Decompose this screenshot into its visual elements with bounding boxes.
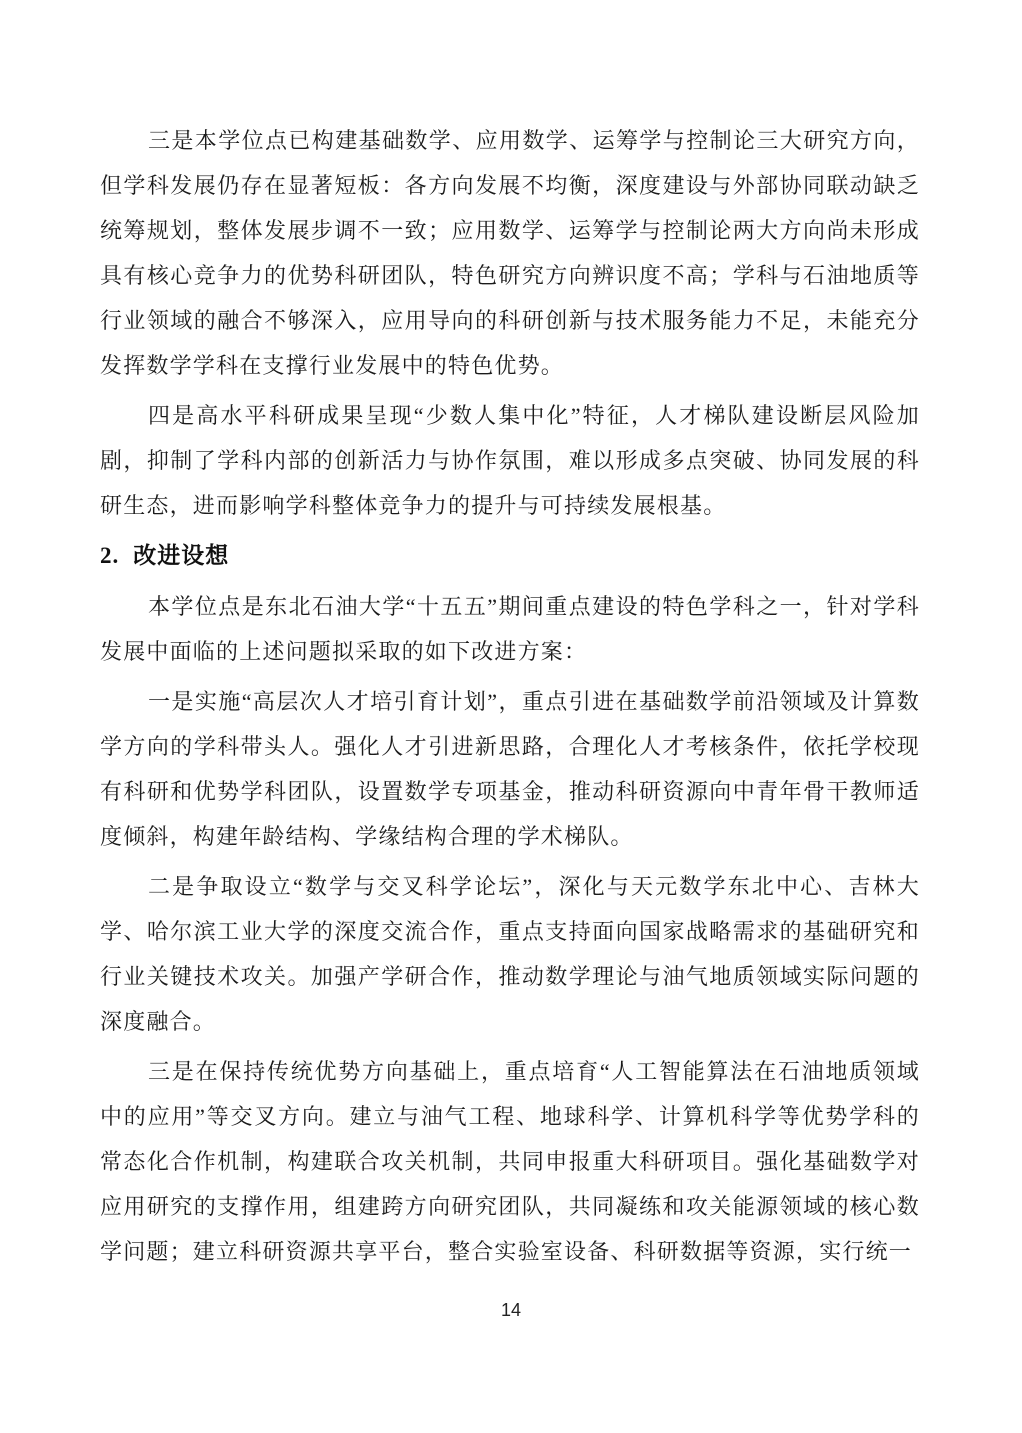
paragraph-measure-2: 二是争取设立“数学与交叉科学论坛”，深化与天元数学东北中心、吉林大学、哈尔滨工业大学的深度交流合作，重点支持面向国家战略需求的基础研究和行业关键技术攻关。加强产学研合作，推动数学理论与油气地质领域实际问题的深度融合。 bbox=[100, 874, 920, 1034]
paragraph-measure-1: 一是实施“高层次人才培引育计划”，重点引进在基础数学前沿领域及计算数学方向的学科带头人。强化人才引进新思路，合理化人才考核条件，依托学校现有科研和优势学科团队，设置数学专项基金，推动科研资源向中青年骨干教师适度倾斜，构建年龄结构、学缘结构合理的学术梯队。 bbox=[100, 689, 920, 849]
paragraph-shortcoming-4: 四是高水平科研成果呈现“少数人集中化”特征，人才梯队建设断层风险加剧，抑制了学科内部的创新活力与协作氛围，难以形成多点突破、协同发展的科研生态，进而影响学科整体竞争力的提升与可持续发展根基。 bbox=[100, 403, 920, 518]
page-body bbox=[100, 118, 920, 1279]
heading-number: 2. bbox=[100, 543, 120, 568]
paragraph-plan-intro: 本学位点是东北石油大学“十五五”期间重点建设的特色学科之一，针对学科发展中面临的上述问题拟采取的如下改进方案： bbox=[100, 594, 920, 664]
paragraph-measure-3: 三是在保持传统优势方向基础上，重点培育“人工智能算法在石油地质领域中的应用”等交叉方向。建立与油气工程、地球科学、计算机科学等优势学科的常态化合作机制，构建联合攻关机制，共同申报重大科研项目。强化基础数学对应用研究的支撑作用，组建跨方向研究团队，共同凝练和攻关能源领域的核心数学问题；建立科研资源共享平台，整合实验室设备、科研数据等资源，实行统一 bbox=[100, 1059, 920, 1264]
page-number: 14 bbox=[500, 1300, 522, 1320]
heading-title: 改进设想 bbox=[133, 543, 230, 568]
paragraph-shortcoming-3: 三是本学位点已构建基础数学、应用数学、运筹学与控制论三大研究方向，但学科发展仍存在显著短板：各方向发展不均衡，深度建设与外部协同联动缺乏统筹规划，整体发展步调不一致；应用数学、运筹学与控制论两大方向尚未形成具有核心竞争力的优势科研团队，特色研究方向辨识度不高；学科与石油地质等行业领域的融合不够深入，应用导向的科研创新与技术服务能力不足，未能充分发挥数学学科在支撑行业发展中的特色优势。 bbox=[100, 128, 920, 378]
section-heading bbox=[100, 533, 920, 579]
